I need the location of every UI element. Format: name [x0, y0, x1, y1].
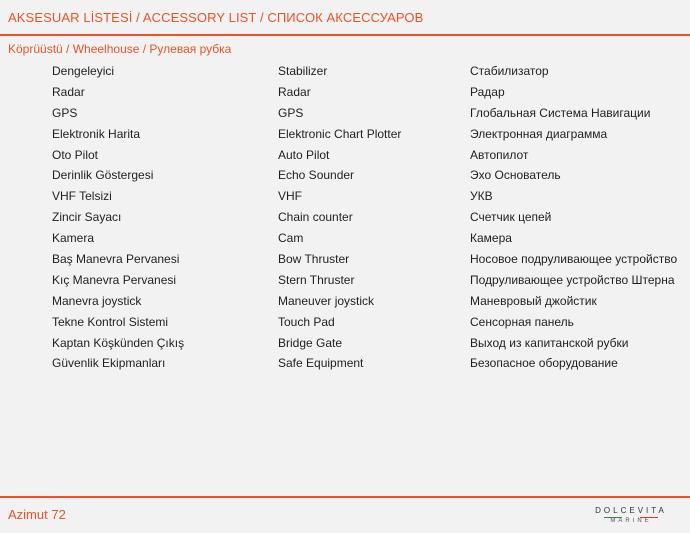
item-russian: Счетчик цепей: [470, 210, 552, 225]
item-turkish: Derinlik Göstergesi: [52, 168, 154, 183]
list-item: [0, 227, 690, 248]
item-russian: Глобальная Система Навигации: [470, 105, 651, 120]
footer-divider: [0, 496, 690, 498]
item-russian: Эхо Основатель: [470, 168, 561, 183]
item-english: Radar: [278, 84, 311, 99]
item-russian: Радар: [470, 84, 505, 99]
list-item: [0, 144, 690, 165]
item-russian: Сенсорная панель: [470, 314, 574, 329]
list-item: [0, 311, 690, 332]
accessory-list: [0, 60, 690, 373]
item-turkish: Kıç Manevra Pervanesi: [52, 272, 177, 287]
list-item: [0, 185, 690, 206]
list-item: [0, 123, 690, 144]
item-russian: Электронная диаграмма: [470, 126, 608, 141]
item-turkish: Radar: [52, 84, 85, 99]
item-turkish: Oto Pilot: [52, 147, 99, 162]
dolcevita-logo: [584, 506, 678, 526]
item-english: Stabilizer: [278, 64, 328, 78]
list-item: [0, 248, 690, 269]
item-english: VHF: [278, 189, 302, 204]
item-turkish: Kaptan Köşkünden Çıkış: [52, 335, 185, 350]
item-english: Cam: [278, 231, 304, 246]
item-turkish: Zincir Sayacı: [52, 210, 122, 225]
item-russian: УКВ: [470, 189, 493, 204]
item-english: Echo Sounder: [278, 168, 355, 183]
item-turkish: Güvenlik Ekipmanları: [52, 356, 166, 371]
list-item: [0, 81, 690, 102]
list-item: [0, 102, 690, 123]
item-russian: Подруливающее устройство Штерна: [470, 272, 675, 287]
item-russian: Носовое подруливающее устройство: [470, 252, 678, 267]
item-turkish: GPS: [52, 105, 78, 120]
item-russian: Маневровый джойстик: [470, 293, 597, 308]
item-english: Auto Pilot: [278, 147, 330, 162]
item-russian: Стабилизатор: [470, 64, 549, 78]
item-english: Bridge Gate: [278, 335, 343, 350]
list-item: [0, 332, 690, 353]
list-item: [0, 269, 690, 290]
section-title: Köprüüstü / Wheelhouse / Рулевая рубка: [8, 42, 232, 56]
item-english: Bow Thruster: [278, 252, 350, 267]
item-russian: Автопилот: [470, 147, 529, 162]
footer-model-name: Azimut 72: [8, 507, 66, 522]
item-turkish: VHF Telsizi: [52, 189, 112, 204]
item-english: Touch Pad: [278, 314, 335, 329]
item-english: Chain counter: [278, 210, 353, 225]
item-english: Safe Equipment: [278, 356, 364, 371]
item-turkish: Baş Manevra Pervanesi: [52, 252, 180, 267]
list-item: [0, 60, 690, 81]
list-item: [0, 352, 690, 373]
item-english: Stern Thruster: [278, 272, 355, 287]
page-title: AKSESUAR LİSTESİ / ACCESSORY LIST / СПИСОК АКСЕССУАРОВ: [8, 10, 424, 25]
item-turkish: Manevra joystick: [52, 293, 142, 308]
item-turkish: Kamera: [52, 231, 95, 246]
logo-subtext: MARINE: [610, 518, 652, 524]
item-turkish: Elektronik Harita: [52, 126, 141, 141]
list-item: [0, 164, 690, 185]
list-item: [0, 290, 690, 311]
item-english: Maneuver joystick: [278, 293, 375, 308]
item-turkish: Tekne Kontrol Sistemi: [52, 314, 169, 329]
item-russian: Безопасное оборудование: [470, 356, 618, 371]
item-english: Elektronic Chart Plotter: [278, 126, 402, 141]
header-divider: [0, 34, 690, 36]
list-item: [0, 206, 690, 227]
item-russian: Выход из капитанской рубки: [470, 335, 629, 350]
item-turkish: Dengeleyici: [52, 64, 115, 78]
item-russian: Камера: [470, 231, 512, 246]
item-english: GPS: [278, 105, 304, 120]
logo-text: DOLCEVITA: [595, 506, 667, 515]
